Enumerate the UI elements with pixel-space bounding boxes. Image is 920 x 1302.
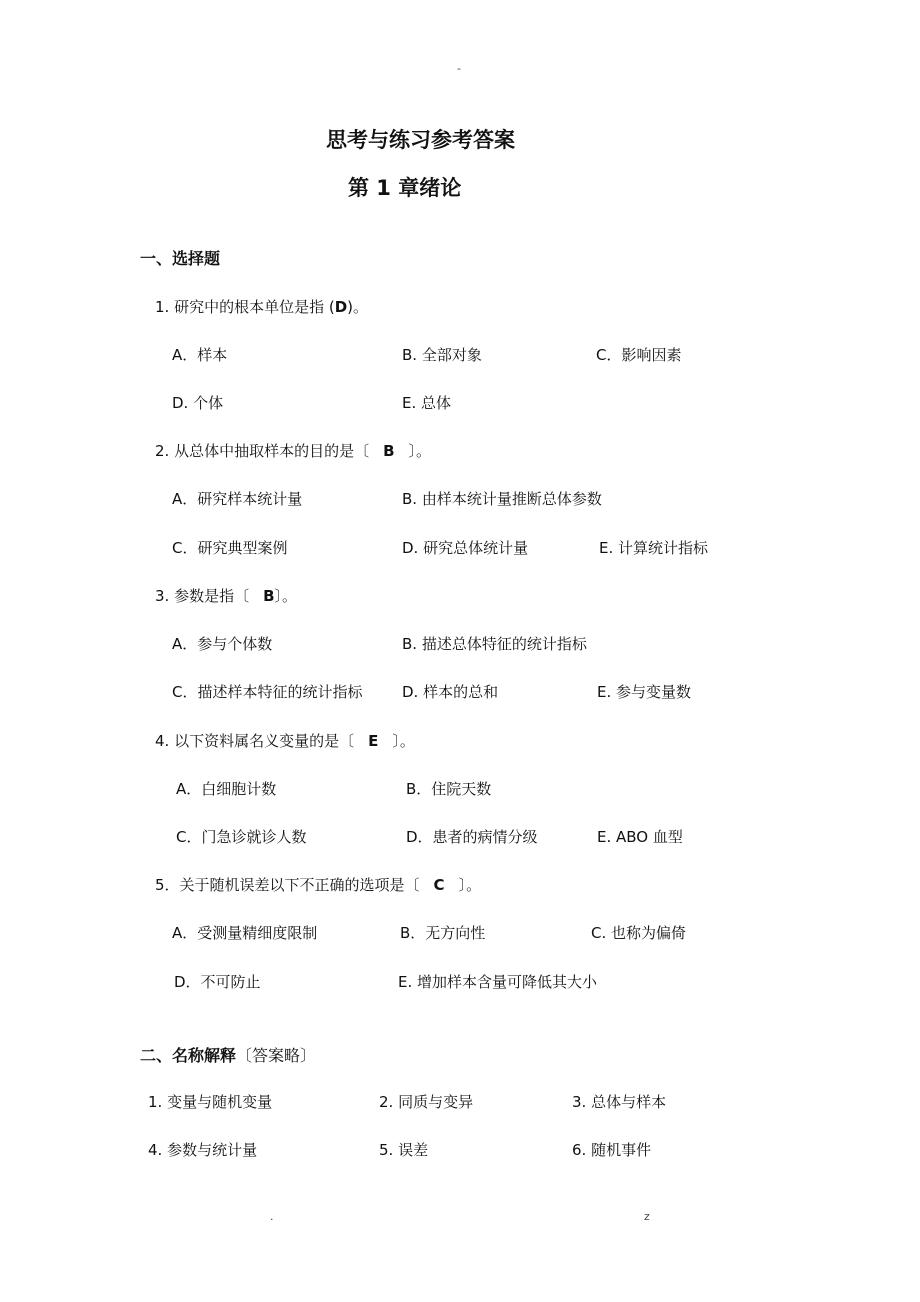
question-text-end: 〕。 bbox=[458, 876, 482, 894]
q2-option-d: D. 研究总体统计量 bbox=[402, 539, 529, 557]
question-answer: C bbox=[433, 876, 445, 894]
q1-option-c: C．影响因素 bbox=[596, 346, 682, 364]
question-answer: B bbox=[383, 442, 395, 460]
header-mark: - bbox=[457, 62, 461, 75]
question-text: 3. 参数是指〔 bbox=[155, 587, 250, 605]
document-title: 思考与练习参考答案 bbox=[326, 128, 515, 152]
question-5 bbox=[155, 874, 481, 895]
q2-option-c: C．研究典型案例 bbox=[172, 539, 288, 557]
chapter-title: 第 1 章绪论 bbox=[348, 176, 462, 200]
term-2: 2. 同质与变异 bbox=[379, 1093, 474, 1111]
q4-option-b: B．住院天数 bbox=[406, 780, 492, 798]
term-1: 1. 变量与随机变量 bbox=[148, 1093, 273, 1111]
section-terms-note: 〔答案略〕 bbox=[236, 1046, 317, 1065]
q5-option-a: A．受测量精细度限制 bbox=[172, 924, 318, 942]
term-5: 5. 误差 bbox=[379, 1141, 429, 1159]
question-text: 1. 研究中的根本单位是指 ( bbox=[155, 298, 335, 316]
q3-option-d: D. 样本的总和 bbox=[402, 683, 499, 701]
question-answer: B bbox=[263, 587, 275, 605]
q2-option-b: B. 由样本统计量推断总体参数 bbox=[402, 490, 602, 508]
q3-option-a: A．参与个体数 bbox=[172, 635, 273, 653]
section-choice-title: 一、选择题 bbox=[140, 249, 221, 268]
section-terms-heading: 二、名称解释 bbox=[140, 1046, 237, 1065]
term-6: 6. 随机事件 bbox=[572, 1141, 652, 1159]
question-answer: E bbox=[368, 732, 379, 750]
question-answer: D bbox=[334, 298, 348, 316]
q1-option-e: E. 总体 bbox=[402, 394, 452, 412]
question-text-end: 〕。 bbox=[408, 442, 432, 460]
q3-option-c: C．描述样本特征的统计指标 bbox=[172, 683, 363, 701]
question-text: 5．关于随机误差以下不正确的选项是〔 bbox=[155, 876, 420, 894]
question-text-end: 〕。 bbox=[274, 587, 298, 605]
q4-option-a: A．白细胞计数 bbox=[176, 780, 277, 798]
q3-option-e: E. 参与变量数 bbox=[597, 683, 692, 701]
q4-option-e: E. ABO 血型 bbox=[597, 828, 683, 846]
footer-right-mark: z bbox=[644, 1210, 650, 1223]
q3-option-b: B. 描述总体特征的统计指标 bbox=[402, 635, 587, 653]
q5-option-c: C. 也称为偏倚 bbox=[591, 924, 687, 942]
term-4: 4. 参数与统计量 bbox=[148, 1141, 258, 1159]
q4-option-c: C．门急诊就诊人数 bbox=[176, 828, 307, 846]
q1-option-a: A．样本 bbox=[172, 346, 228, 364]
q5-option-d: D．不可防止 bbox=[174, 973, 261, 991]
section-terms-title bbox=[140, 1043, 316, 1066]
q2-option-a: A．研究样本统计量 bbox=[172, 490, 303, 508]
question-text-end: )。 bbox=[347, 298, 369, 316]
question-2 bbox=[155, 440, 431, 461]
q2-option-e: E. 计算统计指标 bbox=[599, 539, 709, 557]
question-text: 2. 从总体中抽取样本的目的是〔 bbox=[155, 442, 370, 460]
question-text: 4. 以下资料属名义变量的是〔 bbox=[155, 732, 355, 750]
question-3 bbox=[155, 585, 297, 606]
question-4 bbox=[155, 730, 415, 751]
question-text-end: 〕。 bbox=[392, 732, 415, 750]
q4-option-d: D．患者的病情分级 bbox=[406, 828, 538, 846]
q1-option-d: D. 个体 bbox=[172, 394, 224, 412]
q5-option-e: E. 增加样本含量可降低其大小 bbox=[398, 973, 598, 991]
footer-left-mark: . bbox=[270, 1210, 274, 1223]
q5-option-b: B．无方向性 bbox=[400, 924, 486, 942]
question-1 bbox=[155, 296, 368, 317]
term-3: 3. 总体与样本 bbox=[572, 1093, 667, 1111]
q1-option-b: B. 全部对象 bbox=[402, 346, 482, 364]
